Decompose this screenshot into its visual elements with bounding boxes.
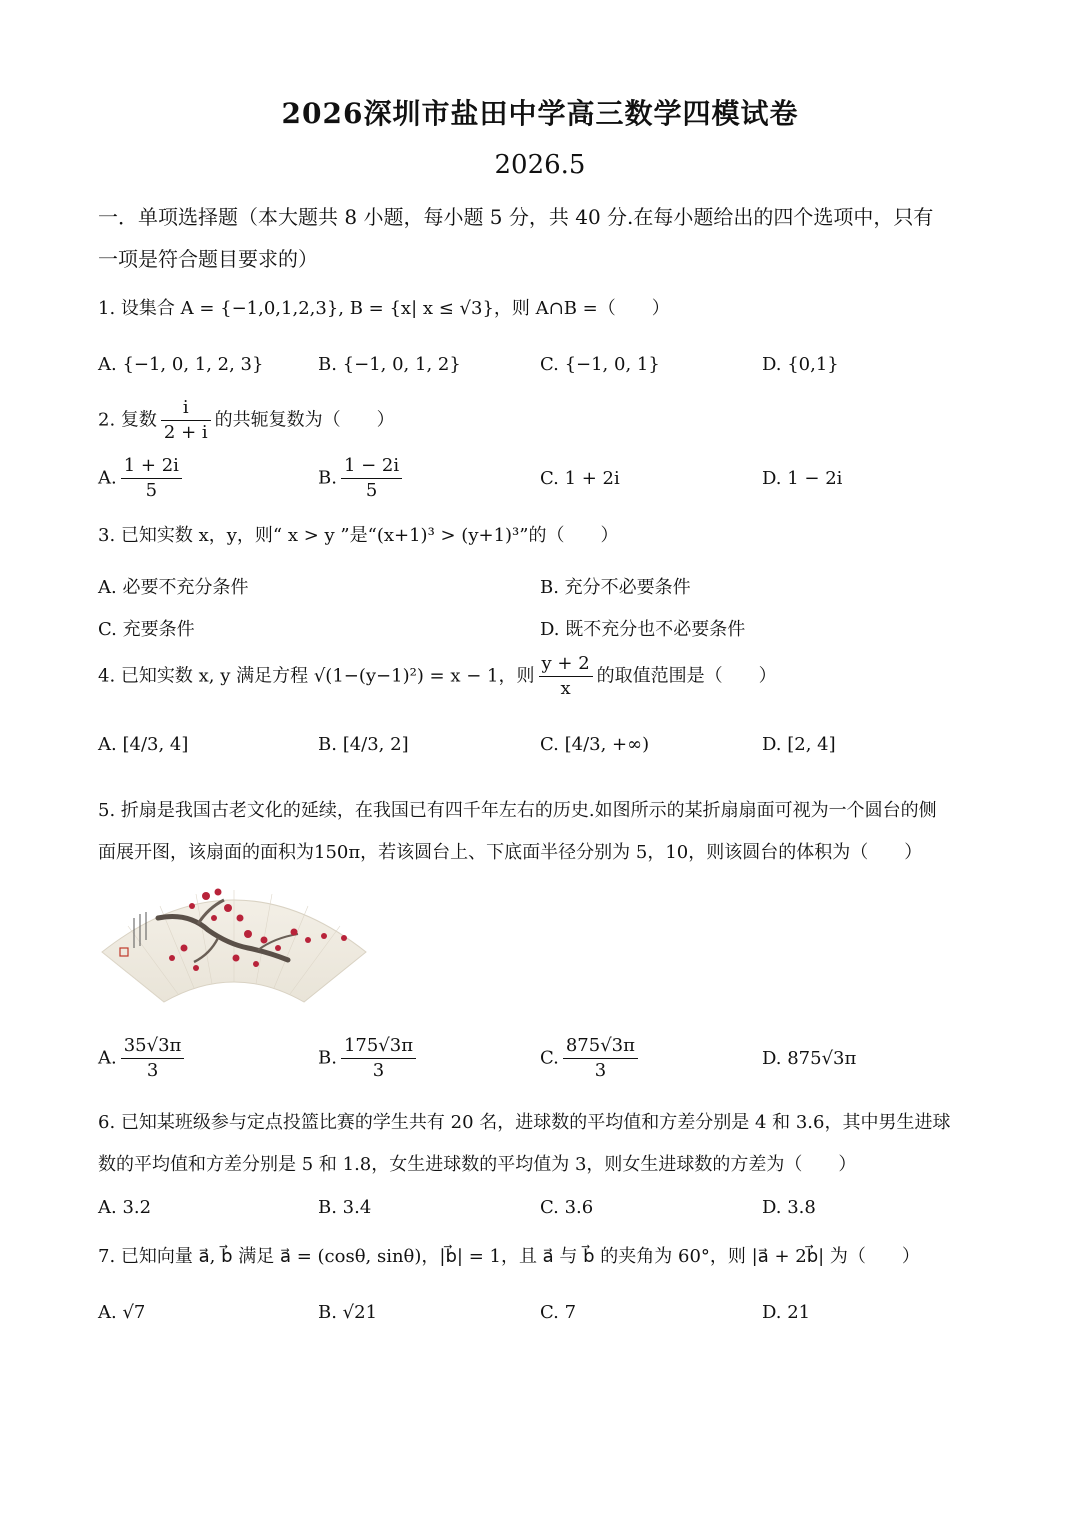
- q5-option-c-label: C.: [540, 1047, 559, 1069]
- q1-option-c: C. {−1, 0, 1}: [540, 354, 660, 375]
- q7-option-d: D. 21: [762, 1302, 811, 1323]
- q5-option-a-numerator: 35√3π: [123, 1035, 182, 1056]
- section-heading-line2: 一项是符合题目要求的）: [98, 247, 318, 271]
- exam-date: 2026.5: [494, 150, 586, 180]
- q2-stem-post: 的共轭复数为（ ）: [214, 409, 395, 431]
- q2-stem: [98, 396, 395, 445]
- q5-option-a-denominator: 3: [121, 1058, 185, 1083]
- q4-option-c-value: [4/3, +∞): [564, 734, 650, 755]
- exam-title: 2026深圳市盐田中学高三数学四模试卷: [281, 97, 799, 130]
- q5-option-d: D. 875√3π: [762, 1048, 857, 1069]
- q4-option-c-label: C.: [540, 734, 559, 755]
- q1-option-b: B. {−1, 0, 1, 2}: [318, 354, 461, 375]
- q2-option-b-denominator: 5: [341, 478, 402, 503]
- q3-stem: 3. 已知实数 x，y，则“ x > y ”是“(x+1)³ > (y+1)³”的（ ）: [98, 525, 619, 546]
- q5-option-c-denominator: 3: [563, 1058, 638, 1083]
- q6-option-d: D. 3.8: [762, 1197, 816, 1218]
- q5-option-b: [318, 1034, 420, 1083]
- q2-option-b: [318, 454, 406, 503]
- q5-stem-line2: 面展开图，该扇面的面积为150π，若该圆台上、下底面半径分别为 5，10，则该圆台的体积为（ ）: [98, 842, 923, 863]
- q5-option-b-denominator: 3: [341, 1058, 416, 1083]
- q2-fraction-numerator: i: [182, 397, 189, 418]
- q2-fraction-denominator: 2 + i: [161, 420, 211, 445]
- q6-option-c: C. 3.6: [540, 1197, 594, 1218]
- q4-option-c: [540, 734, 649, 755]
- q2-option-a-denominator: 5: [121, 478, 182, 503]
- q4-option-a-value: [4/3, 4]: [122, 734, 189, 755]
- q7-stem: 7. 已知向量 a⃗, b⃗ 满足 a⃗ = (cosθ, sinθ)，|b⃗| = 1，且 a⃗ 与 b⃗ 的夹角为 60°，则 |a⃗ + 2b⃗| 为（ ）: [98, 1246, 920, 1267]
- q4-stem-pre: 4. 已知实数 x, y 满足方程 √(1−(y−1)²) = x − 1，则: [98, 665, 535, 687]
- q2-option-a-label: A.: [98, 467, 117, 489]
- q5-option-a-fraction: [121, 1034, 185, 1083]
- q5-option-a-label: A.: [98, 1047, 117, 1069]
- q2-option-b-numerator: 1 − 2i: [343, 455, 400, 476]
- q2-option-a: [98, 454, 186, 503]
- q4-fraction-denominator: x: [539, 676, 593, 701]
- q3-option-c: C. 充要条件: [98, 619, 195, 640]
- q4-option-a-label: A.: [98, 734, 117, 755]
- q2-stem-pre: 2. 复数: [98, 409, 157, 431]
- q6-stem-line1: 6. 已知某班级参与定点投篮比赛的学生共有 20 名，进球数的平均值和方差分别是 4 和 3.6，其中男生进球: [98, 1112, 951, 1133]
- q6-option-b: B. 3.4: [318, 1197, 372, 1218]
- q5-stem-line1: 5. 折扇是我国古老文化的延续，在我国已有四千年左右的历史.如图所示的某折扇扇面可视为一个圆台的侧: [98, 800, 937, 821]
- q2-option-c: C. 1 + 2i: [540, 468, 620, 489]
- folding-fan-plum-blossom-image: [98, 878, 370, 1008]
- q1-option-a: A. {−1, 0, 1, 2, 3}: [98, 354, 264, 375]
- q6-stem-line2: 数的平均值和方差分别是 5 和 1.8，女生进球数的平均值为 3，则女生进球数的方差为（ ）: [98, 1154, 857, 1175]
- q4-option-b: [318, 734, 409, 755]
- q5-option-c-numerator: 875√3π: [565, 1035, 635, 1056]
- q3-option-a: A. 必要不充分条件: [98, 577, 249, 598]
- q5-option-a: [98, 1034, 188, 1083]
- q7-option-c: C. 7: [540, 1302, 577, 1323]
- q4-stem-post: 的取值范围是（ ）: [596, 665, 777, 687]
- q4-stem: [98, 652, 777, 701]
- q7-option-b: B. √21: [318, 1302, 378, 1323]
- q4-option-b-label: B.: [318, 734, 337, 755]
- q4-option-d: D. [2, 4]: [762, 734, 836, 755]
- q5-option-b-label: B.: [318, 1047, 337, 1069]
- q4-fraction-numerator: y + 2: [541, 653, 590, 674]
- q3-option-d: D. 既不充分也不必要条件: [540, 619, 746, 640]
- q2-option-b-fraction: [341, 454, 402, 503]
- section-heading-line1: 一．单项选择题（本大题共 8 小题，每小题 5 分，共 40 分.在每小题给出的四个选项中，只有: [98, 205, 934, 229]
- q1-stem: 1. 设集合 A = {−1,0,1,2,3}, B = {x| x ≤ √3}，则 A∩B =（ ）: [98, 298, 670, 319]
- q5-option-c: [540, 1034, 642, 1083]
- q4-fraction: [539, 652, 593, 701]
- q3-option-b: B. 充分不必要条件: [540, 577, 691, 598]
- q1-option-d: D. {0,1}: [762, 354, 839, 375]
- q4-option-b-value: [4/3, 2]: [342, 734, 409, 755]
- q2-option-d: D. 1 − 2i: [762, 468, 843, 489]
- q2-option-b-label: B.: [318, 467, 337, 489]
- q6-option-a: A. 3.2: [98, 1197, 152, 1218]
- q5-option-c-fraction: [563, 1034, 638, 1083]
- q7-option-a: A. √7: [98, 1302, 146, 1323]
- q2-option-a-fraction: [121, 454, 182, 503]
- q5-option-b-numerator: 175√3π: [343, 1035, 414, 1056]
- q5-option-b-fraction: [341, 1034, 416, 1083]
- q2-fraction: [161, 396, 211, 445]
- q2-option-a-numerator: 1 + 2i: [123, 455, 179, 476]
- q4-option-a: [98, 734, 188, 755]
